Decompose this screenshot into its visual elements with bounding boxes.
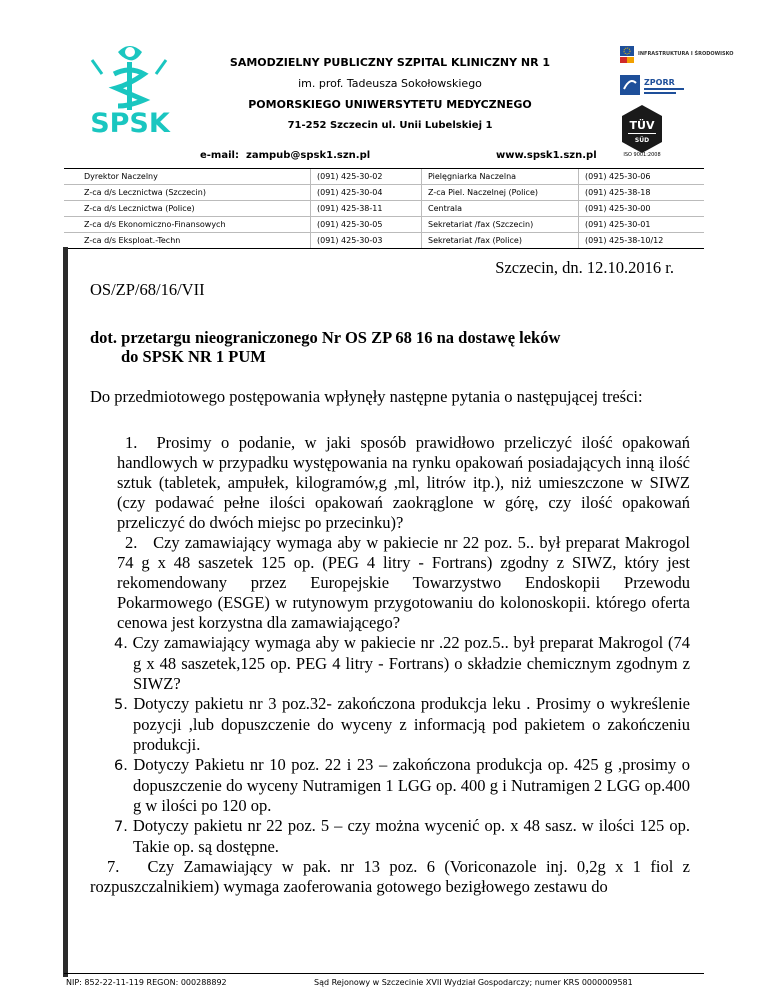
question-item (90, 857, 690, 897)
infrastruktura-logo (618, 43, 734, 67)
zporr-logo (618, 73, 708, 99)
email-link[interactable]: zampub@spsk1.szn.pl (246, 150, 371, 161)
question-text: Dotyczy pakietu nr 22 poz. 5 – czy można wycenić op. x 48 sasz. w ilości 125 op. Takie op. są dostępne. (132, 816, 690, 856)
reference-number: OS/ZP/68/16/VII (90, 280, 205, 299)
spsk-logo (78, 40, 182, 138)
letter-subject (90, 328, 560, 366)
footer-court-krs: Sąd Rejonowy w Szczecinie XVII Wydział Gospodarczy; numer KRS 0000009581 (314, 978, 633, 987)
zporr-text: ZPORR (644, 78, 675, 87)
question-item (90, 633, 690, 694)
iso-cert-text: ISO 9001:2008 (623, 152, 661, 158)
contact-phone: (091) 425-30-01 (579, 217, 705, 233)
contact-phone: (091) 425-30-04 (311, 185, 422, 201)
hospital-name: SAMODZIELNY PUBLICZNY SZPITAL KLINICZNY NR 1 (229, 56, 551, 69)
contact-role: Z-ca d/s Ekonomiczno-Finansowych (64, 217, 311, 233)
contact-role: Dyrektor Naczelny (64, 169, 311, 185)
contact-phone: (091) 425-38-10/12 (579, 233, 705, 249)
question-number: 5. (114, 697, 128, 713)
questions-list (90, 433, 690, 897)
left-margin-bar (63, 247, 68, 977)
contact-phone: (091) 425-38-11 (311, 201, 422, 217)
question-item (90, 533, 690, 633)
question-item (90, 816, 690, 857)
contact-row (64, 185, 704, 201)
spsk-logo-text: SPSK (90, 108, 170, 139)
contact-role: Centrala (422, 201, 579, 217)
question-text: Dotyczy Pakietu nr 10 poz. 22 i 23 – zakończona produkcja op. 425 g ,prosimy o dopuszczenie do wyceny Nutramigen 1 LGG op. 400 g i Nutramigen 2 LGG op.400 g w ilości po 120 op. (133, 755, 691, 815)
tuv-certificate-logo (620, 104, 664, 154)
contact-phone: (091) 425-30-03 (311, 233, 422, 249)
question-item (90, 433, 690, 533)
page-footer (64, 973, 704, 987)
question-text: Prosimy o podanie, w jaki sposób prawidłowo przeliczyć ilość opakowań handlowych w przypadku występowania na rynku opakowań posiadających inną ilość sztuk (tabletek, ampułek, kilogramów,g ,ml, litrów itp.), niż umieszczone w SIWZ (czy podawać pełne ilości opakowań zaokrąglone w górę, czy ilość opakowań przeliczyć do dwóch miejsc po przecinku)? (117, 433, 690, 532)
contact-row (64, 233, 704, 249)
subject-line-1: dot. przetargu nieograniczonego Nr OS ZP 68 16 na dostawę leków (90, 328, 561, 347)
contact-role: Pielęgniarka Naczelna (422, 169, 579, 185)
question-text: Dotyczy pakietu nr 3 poz.32- zakończona produkcja leku . Prosimy o wykreślenie pozycji ,lub dopuszczenie do wyceny z informacją pod pakietem o zakończeniu produkcji. (133, 694, 691, 754)
footer-nip-regon: NIP: 852-22-11-119 REGON: 000288892 (66, 978, 227, 987)
contact-phone: (091) 425-30-00 (579, 201, 705, 217)
contact-row (64, 201, 704, 217)
contact-role: Z-ca Piel. Naczelnej (Police) (422, 185, 579, 201)
contact-phone: (091) 425-30-02 (311, 169, 422, 185)
question-text: Czy zamawiający wymaga aby w pakiecie nr 22 poz. 5.. był preparat Makrogol 74 g x 48 saszetek 125 op. (PEG 4 litry - Fortrans) zgodny z SIWZ, który jest rekomendowany przez Europejskie Towarzystwo Endoskopii Przewodu Pokarmowego (ESGE) w rutynowym przygotowaniu do kolonoskopii. którego oferta cenowa jest korzystna dla zamawiającego? (117, 533, 690, 632)
letter-date: Szczecin, dn. 12.10.2016 r. (495, 258, 674, 277)
contact-row (64, 217, 704, 233)
intro-paragraph: Do przedmiotowego postępowania wpłynęły następne pytania o następującej treści: (90, 387, 643, 406)
contact-role: Z-ca d/s Eksploat.-Techn (64, 233, 311, 249)
infrastruktura-text: INFRASTRUKTURA I ŚRODOWISKO (638, 51, 734, 57)
question-number: 7. (114, 819, 128, 835)
hospital-patron: im. prof. Tadeusza Sokołowskiego (298, 77, 482, 90)
question-number: 1. (125, 433, 138, 452)
question-number: 4. (114, 636, 128, 652)
contact-row (64, 169, 704, 185)
question-number: 6. (114, 758, 128, 774)
question-text: Czy zamawiający wymaga aby w pakiecie nr .22 poz.5.. był preparat Makrogol (74 g x 48 saszetek,125 op. PEG 4 litry - Fortrans) o składzie chemicznym zgodnym z SIWZ? (132, 633, 690, 693)
tuv-text: TÜV (629, 119, 655, 132)
hospital-address: 71-252 Szczecin ul. Unii Lubelskiej 1 (287, 120, 493, 131)
question-number: 2. (125, 533, 138, 552)
question-number: 7. (107, 857, 120, 876)
contact-role: Z-ca d/s Lecznictwa (Szczecin) (64, 185, 311, 201)
website-link[interactable]: www.spsk1.szn.pl (496, 150, 597, 161)
question-item (90, 694, 690, 755)
email-label: e-mail: (200, 150, 239, 161)
sud-text: SÜD (634, 137, 650, 144)
question-text: Czy Zamawiający w pak. nr 13 poz. 6 (Voriconazole inj. 0,2g x 1 fiol z rozpuszczalnikiem) wymaga zaoferowania gotowego bezigłowego zestawu do (90, 857, 691, 896)
contact-phone: (091) 425-30-05 (311, 217, 422, 233)
contact-phone: (091) 425-30-06 (579, 169, 705, 185)
university-name: POMORSKIEGO UNIWERSYTETU MEDYCZNEGO (248, 98, 532, 111)
contacts-table (64, 168, 704, 249)
question-item (90, 755, 690, 816)
contact-phone: (091) 425-38-18 (579, 185, 705, 201)
subject-line-2: do SPSK NR 1 PUM (121, 347, 266, 366)
contact-role: Z-ca d/s Lecznictwa (Police) (64, 201, 311, 217)
contact-role: Sekretariat /fax (Police) (422, 233, 579, 249)
contact-role: Sekretariat /fax (Szczecin) (422, 217, 579, 233)
